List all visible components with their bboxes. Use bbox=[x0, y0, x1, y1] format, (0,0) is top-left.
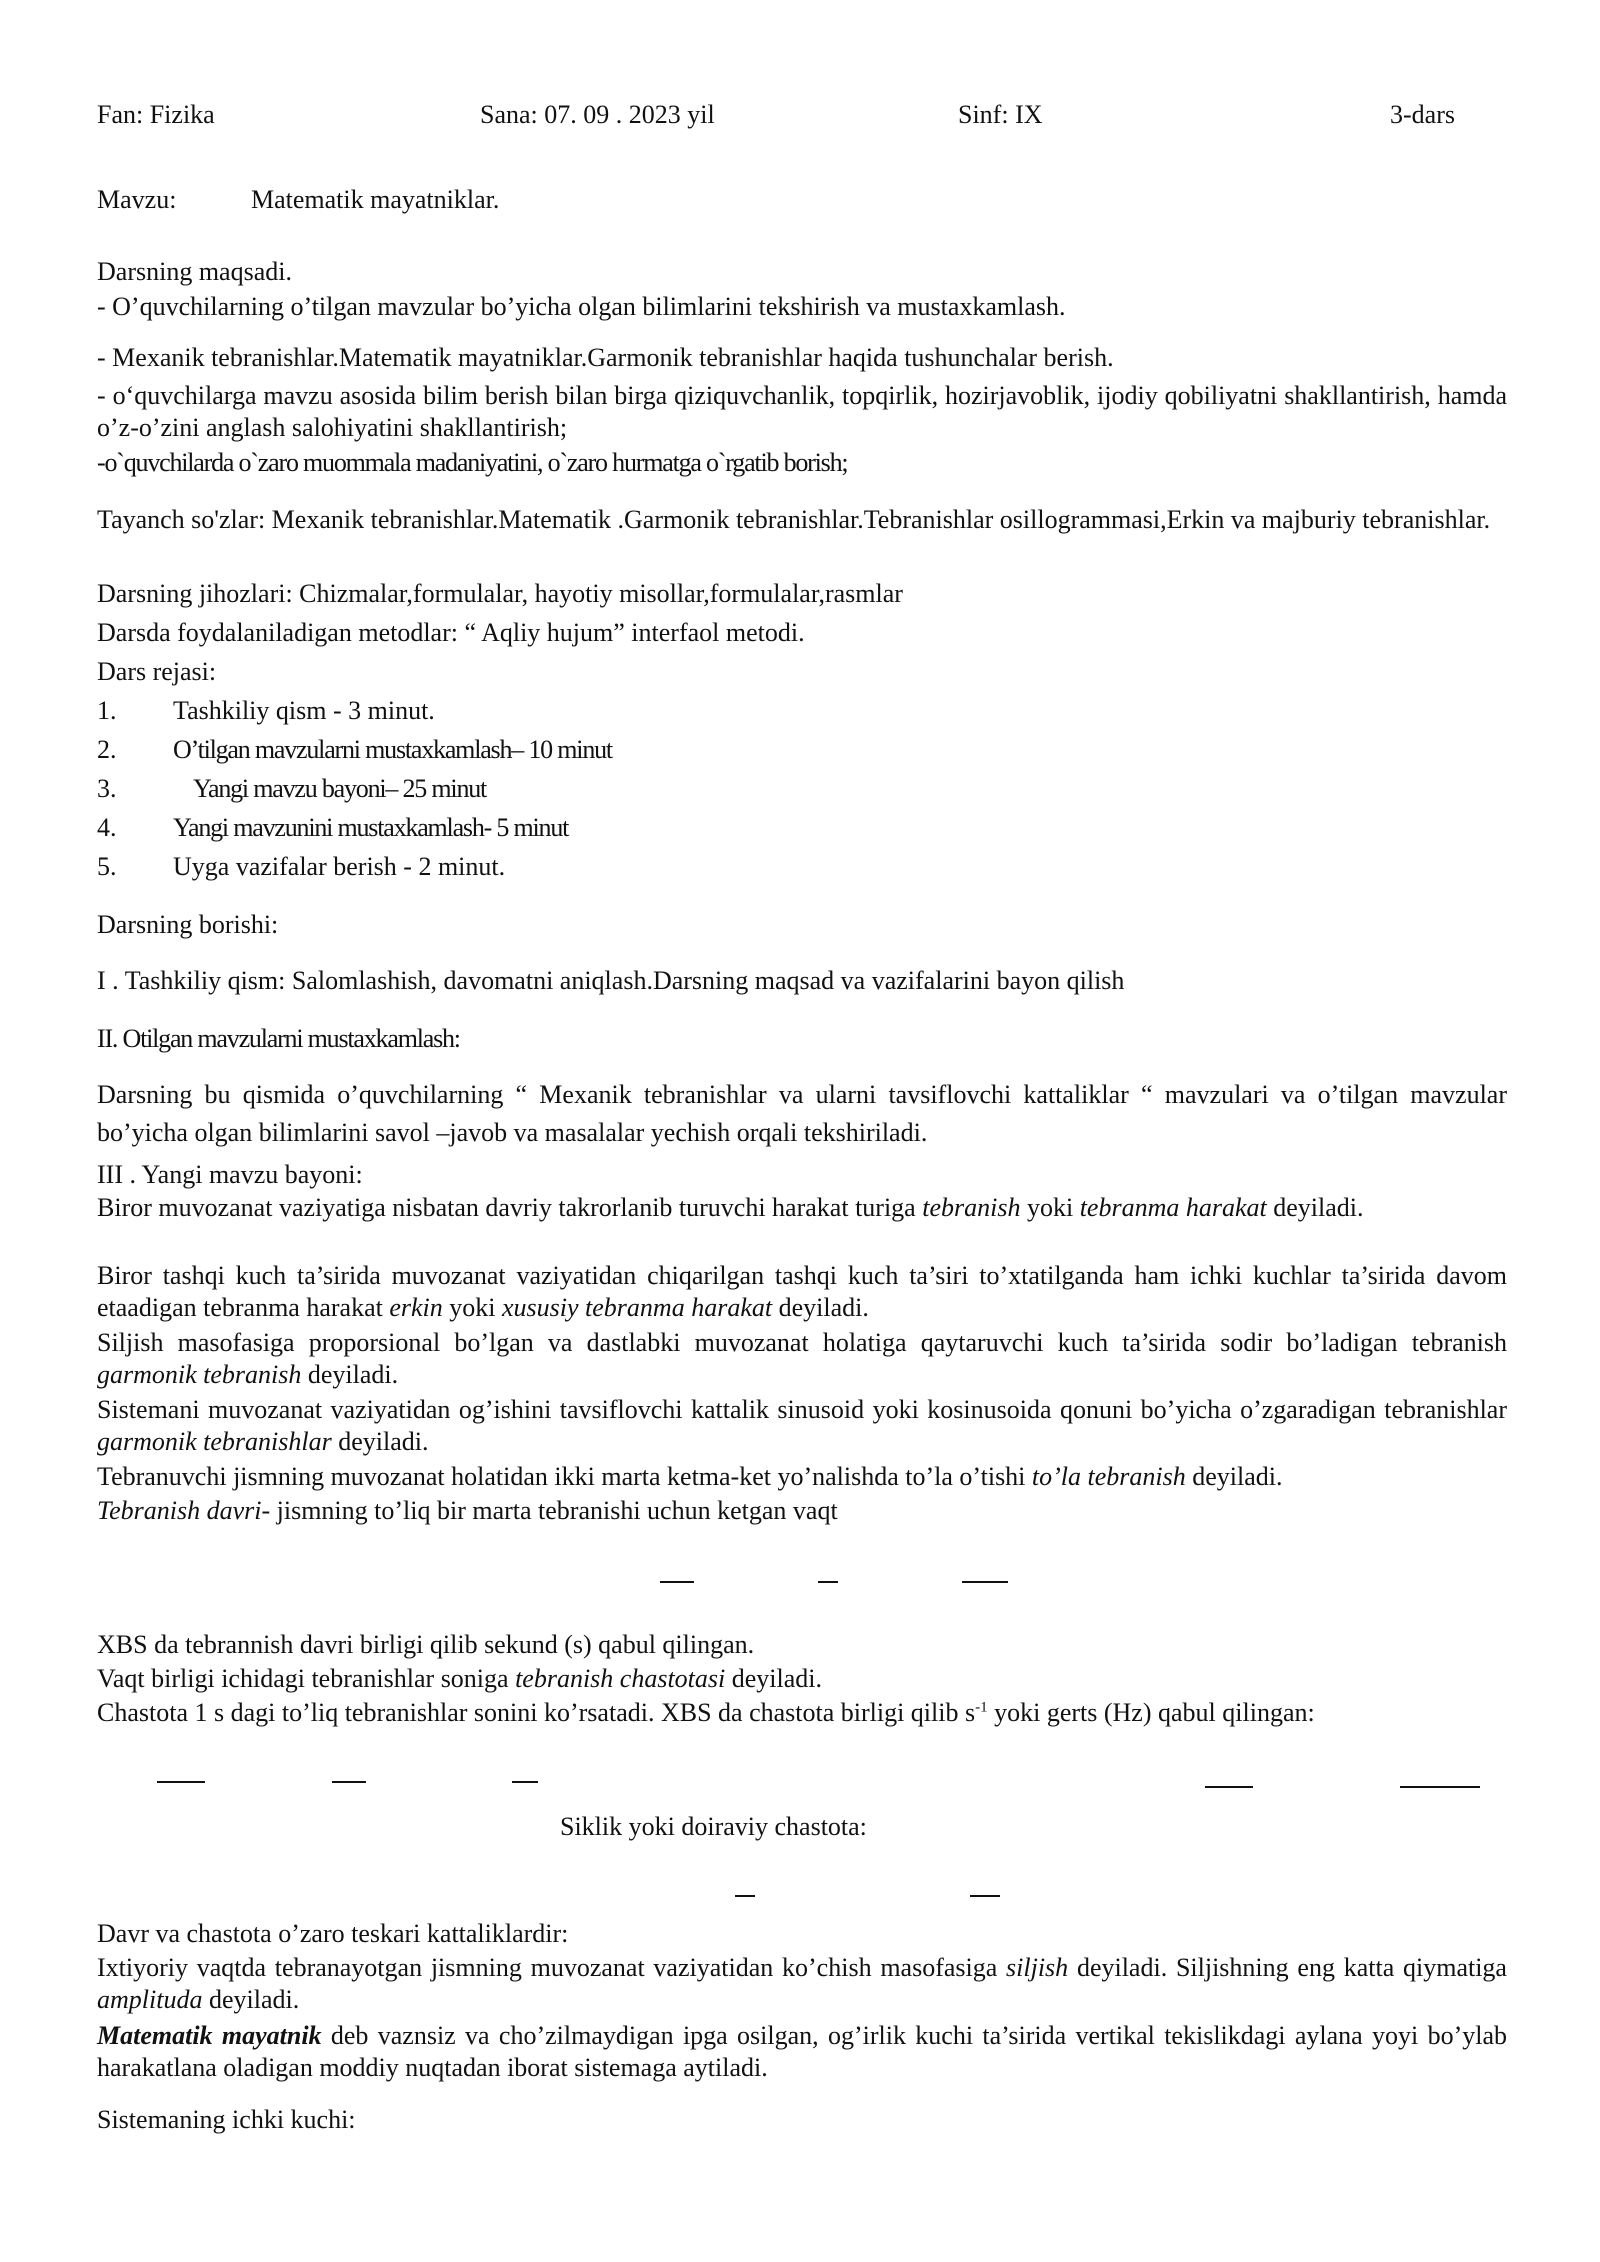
formula-line bbox=[332, 1781, 366, 1783]
goal-item: - Mexanik tebranishlar.Matematik mayatniklar.Garmonik tebranishlar haqida tushunchalar berish. bbox=[97, 343, 1114, 372]
equipment: Darsning jihozlari: Chizmalar,formulalar, hayotiy misollar,formulalar,rasmlar bbox=[97, 579, 903, 608]
paragraph-oscillation: Biror muvozanat vaziyatiga nisbatan davriy takrorlanib turuvchi harakat turiga tebranish yoki tebranma harakat deyiladi. bbox=[97, 1193, 1364, 1222]
plan-num: 3. bbox=[97, 774, 117, 803]
section-1: I . Tashkiliy qism: Salomlashish, davomatni aniqlash.Darsning maqsad va vazifalarini bayon qilish bbox=[97, 966, 1125, 995]
section-2-body: Darsning bu qismida o’quvchilarning “ Mexanik tebranishlar va ularni tavsiflovchi kattaliklar “ mavzulari va o’tilgan mavzular bo’yicha olgan bilimlarini savol –javob va masalalar yechish orqali tekshiriladi. bbox=[97, 1080, 1507, 1147]
formula-line bbox=[962, 1581, 1008, 1583]
plan-item: Yangi mavzu bayoni– 25 minut bbox=[193, 774, 487, 803]
paragraph-internal-force: Sistemaning ichki kuchi: bbox=[97, 2105, 356, 2134]
goals-title: Darsning maqsadi. bbox=[97, 257, 292, 286]
plan-item: Yangi mavzunini mustaxkamlash- 5 minut bbox=[173, 813, 569, 842]
formula-line bbox=[735, 1895, 755, 1897]
cyclic-frequency-label: Siklik yoki doiraviy chastota: bbox=[560, 1812, 867, 1841]
goal-item: -o`quvchilarda o`zaro muommala madaniyatini, o`zaro hurmatga o`rgatib borish; bbox=[97, 448, 848, 477]
paragraph-harmonic: Siljish masofasiga proporsional bo’lgan va dastlabki muvozanat holatiga qaytaruvchi kuch ta’sirida sodir bo’ladigan tebranish garmonik tebranish deyiladi. bbox=[97, 1328, 1507, 1389]
plan-item: O’tilgan mavzularni mustaxkamlash– 10 minut bbox=[173, 735, 612, 764]
key-words: Tayanch so'zlar: Mexanik tebranishlar.Matematik .Garmonik tebranishlar.Tebranishlar osillogrammasi,Erkin va majburiy tebranishlar. bbox=[97, 505, 1491, 534]
paragraph-harmonic-oscillations: Sistemani muvozanat vaziyatidan og’ishini tavsiflovchi kattalik sinusoid yoki kosinusoida qonuni bo’yicha o’zgaradigan tebranishlar garmonik tebranishlar deyiladi. bbox=[97, 1395, 1507, 1456]
header-lesson-number: 3-dars bbox=[1390, 100, 1455, 129]
formula-line bbox=[1400, 1786, 1480, 1788]
goal-item: - O’quvchilarning o’tilgan mavzular bo’yicha olgan bilimlarini tekshirish va mustaxkamlash. bbox=[97, 292, 1066, 321]
formula-line bbox=[660, 1581, 694, 1583]
formula-line bbox=[512, 1781, 538, 1783]
plan-num: 5. bbox=[97, 852, 117, 881]
paragraph-full-oscillation: Tebranuvchi jismning muvozanat holatidan ikki marta ketma-ket yo’nalishda to’la o’tishi to’la tebranish deyiladi. bbox=[97, 1462, 1283, 1491]
header-subject: Fan: Fizika bbox=[97, 100, 215, 129]
section-3-title: III . Yangi mavzu bayoni: bbox=[97, 1160, 363, 1189]
plan-item: Uyga vazifalar berish - 2 minut. bbox=[173, 852, 506, 881]
header-date: Sana: 07. 09 . 2023 yil bbox=[480, 100, 715, 129]
paragraph-period-unit: XBS da tebrannish davri birligi qilib sekund (s) qabul qilingan. bbox=[97, 1630, 755, 1659]
plan-title: Dars rejasi: bbox=[97, 657, 217, 686]
formula-line bbox=[157, 1781, 205, 1783]
topic-label: Mavzu: bbox=[97, 185, 177, 214]
plan-num: 4. bbox=[97, 813, 117, 842]
paragraph-free-oscillation: Biror tashqi kuch ta’sirida muvozanat vaziyatidan chiqarilgan tashqi kuch ta’siri to’xtatilganda ham ichki kuchlar ta’sirida davom etaadigan tebranma harakat erkin yoki xususiy tebranma harakat deyiladi. bbox=[97, 1261, 1507, 1322]
plan-item: Tashkiliy qism - 3 minut. bbox=[173, 696, 435, 725]
section-2-title: II. Otilgan mavzularni mustaxkamlash: bbox=[97, 1024, 460, 1053]
paragraph-frequency: Vaqt birligi ichidagi tebranishlar soniga tebranish chastotasi deyiladi. bbox=[97, 1664, 823, 1693]
lesson-flow-title: Darsning borishi: bbox=[97, 910, 279, 939]
plan-num: 1. bbox=[97, 696, 117, 725]
topic-value: Matematik mayatniklar. bbox=[251, 185, 500, 214]
paragraph-displacement: Ixtiyoriy vaqtda tebranayotgan jismning muvozanat vaziyatidan ko’chish masofasiga siljish deyiladi. Siljishning eng katta qiymatiga amplituda deyiladi. bbox=[97, 1953, 1507, 2014]
formula-line bbox=[818, 1581, 838, 1583]
header-class: Sinf: IX bbox=[958, 100, 1043, 129]
paragraph-frequency-unit: Chastota 1 s dagi to’liq tebranishlar sonini ko’rsatadi. XBS da chastota birligi qilib $s^{-1}$ yoki gerts (Hz) qabul qilingan: bbox=[97, 1698, 1315, 1727]
paragraph-inverse: Davr va chastota o’zaro teskari kattaliklardir: bbox=[97, 1919, 569, 1948]
methods: Darsda foydalaniladigan metodlar: “ Aqliy hujum” interfaol metodi. bbox=[97, 618, 805, 647]
plan-num: 2. bbox=[97, 735, 117, 764]
formula-line bbox=[970, 1895, 1000, 1897]
paragraph-math-pendulum: Matematik mayatnik deb vaznsiz va cho’zilmaydigan ipga osilgan, og’irlik kuchi ta’sirida vertikal tekislikdagi aylana yoyi bo’ylab harakatlana oladigan moddiy nuqtadan iborat sistemaga aytiladi. bbox=[97, 2021, 1507, 2082]
goal-item: - o‘quvchilarga mavzu asosida bilim berish bilan birga qiziquvchanlik, topqirlik, hozirjavoblik, ijodiy qobiliyatni shakllantirish, hamda o’z-o’zini anglash salohiyatini shakllantirish; bbox=[97, 381, 1507, 442]
paragraph-period: Tebranish davri- jismning to’liq bir marta tebranishi uchun ketgan vaqt bbox=[97, 1496, 838, 1525]
formula-line bbox=[1205, 1786, 1253, 1788]
